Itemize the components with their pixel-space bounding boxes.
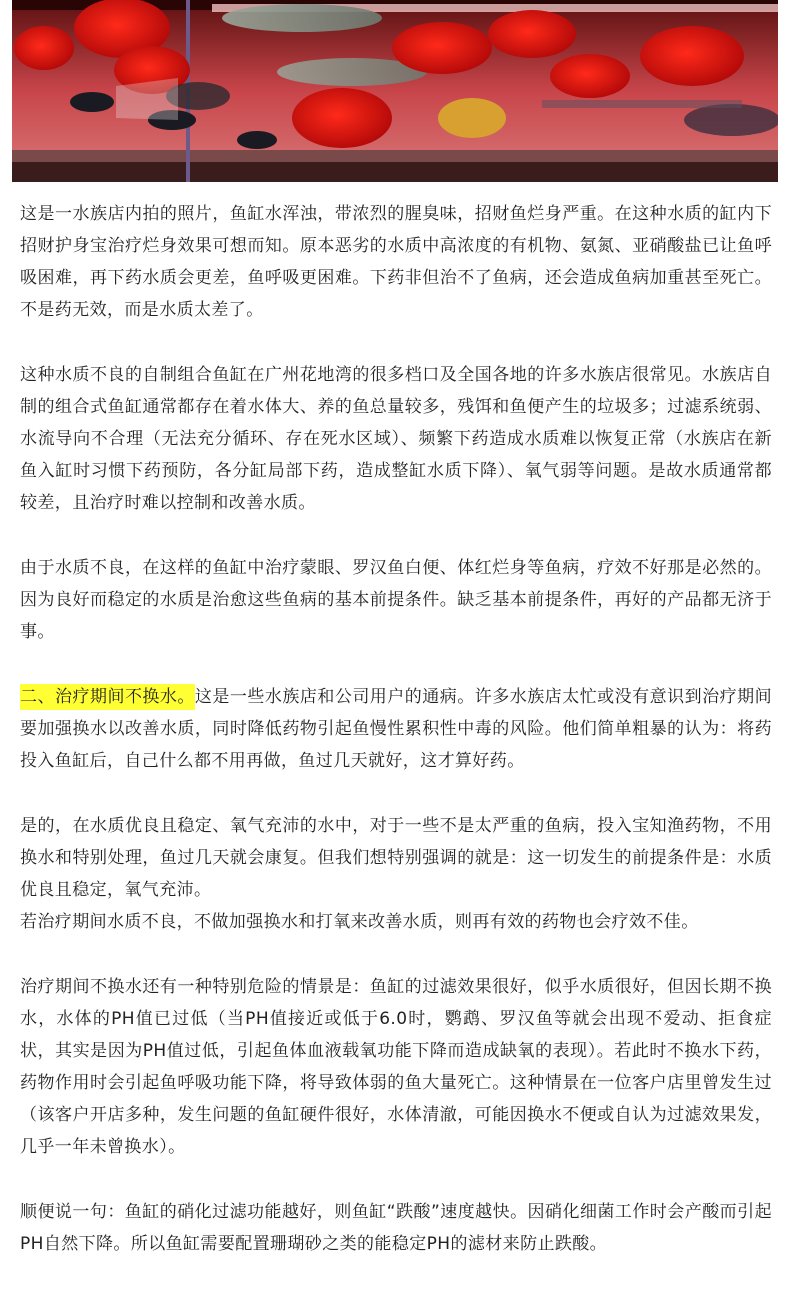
- paragraph-7: 治疗期间不换水还有一种特别危险的情景是：鱼缸的过滤效果很好，似乎水质很好，但因长期不换水，水体的PH值已过低（当PH值接近或低于6.0时，鹦鹉、罗汉鱼等就会出现不爱动、拒食症状，其实是因为PH值过低，引起鱼体血液载氧功能下降而造成缺氧的表现）。若此时不换水下药，药物作用时会引起鱼呼吸功能下降，将导致体弱的鱼大量死亡。这种情景在一位客户店里曾发生过（该客户开店多种，发生问题的鱼缸硬件很好，水体清澈，可能因换水不便或自认为过滤效果发，几乎一年未曾换水）。: [20, 977, 772, 1157]
- paragraph-4: [20, 681, 772, 777]
- paragraph-1: 这是一水族店内拍的照片，鱼缸水浑浊，带浓烈的腥臭味，招财鱼烂身严重。在这种水质的缸内下招财护身宝治疗烂身效果可想而知。原本恶劣的水质中高浓度的有机物、氨氮、亚硝酸盐已让鱼呼吸困难，再下药水质会更差，鱼呼吸更困难。下药非但治不了鱼病，还会造成鱼病加重甚至死亡。不是药无效，而是水质太差了。: [20, 204, 772, 320]
- aquarium-photo: [12, 0, 778, 182]
- paragraph-3: 由于水质不良，在这样的鱼缸中治疗蒙眼、罗汉鱼白便、体红烂身等鱼病，疗效不好那是必然的。因为良好而稳定的水质是治愈这些鱼病的基本前提条件。缺乏基本前提条件，再好的产品都无济于事。: [20, 558, 772, 642]
- paragraph-2: 这种水质不良的自制组合鱼缸在广州花地湾的很多档口及全国各地的许多水族店很常见。水族店自制的组合式鱼缸通常都存在着水体大、养的鱼总量较多，残饵和鱼便产生的垃圾多；过滤系统弱、水流导向不合理（无法充分循环、存在死水区域）、频繁下药造成水质难以恢复正常（水族店在新鱼入缸时习惯下药预防，各分缸局部下药，造成整缸水质下降）、氧气弱等问题。是故水质通常都较差，且治疗时难以控制和改善水质。: [20, 365, 772, 513]
- section-heading-highlight: 二、治疗期间不换水。: [20, 684, 195, 710]
- paragraph-4-body: 这是一些水族店和公司用户的通病。许多水族店太忙或没有意识到治疗期间要加强换水以改善水质，同时降低药物引起鱼慢性累积性中毒的风险。他们简单粗暴的认为：将药投入鱼缸后，自己什么都不用再做，鱼过几天就好，这才算好药。: [20, 687, 772, 771]
- article-body: [20, 198, 772, 1293]
- paragraph-5: 是的，在水质优良且稳定、氧气充沛的水中，对于一些不是太严重的鱼病，投入宝知渔药物，不用换水和特别处理，鱼过几天就会康复。但我们想特别强调的就是：这一切发生的前提条件是：水质优良且稳定，氧气充沛。: [20, 816, 772, 900]
- paragraph-8: 顺便说一句：鱼缸的硝化过滤功能越好，则鱼缸“跌酸”速度越快。因硝化细菌工作时会产酸而引起PH自然下降。所以鱼缸需要配置珊瑚砂之类的能稳定PH的滤材来防止跌酸。: [20, 1202, 772, 1254]
- paragraph-6: 若治疗期间水质不良，不做加强换水和打氧来改善水质，则再有效的药物也会疗效不佳。: [20, 912, 699, 932]
